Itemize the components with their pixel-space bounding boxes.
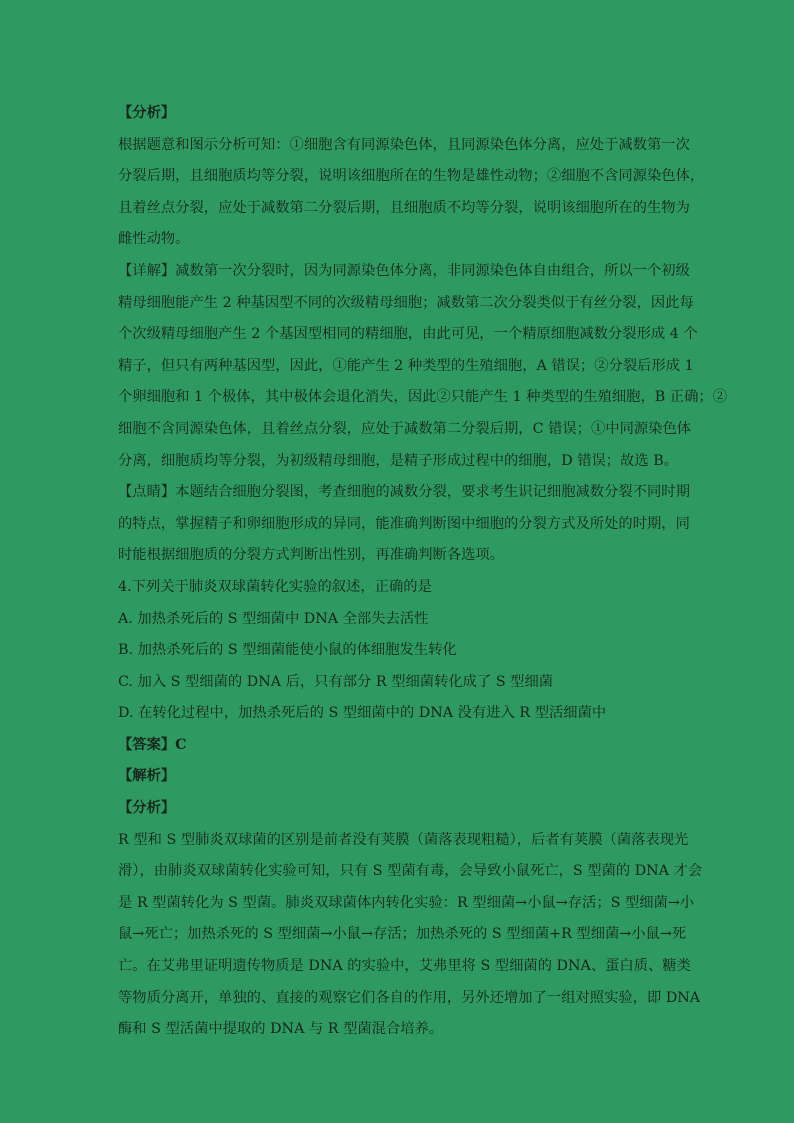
- text-line: 的特点，掌握精子和卵细胞形成的异同，能准确判断图中细胞的分裂方式及所处的时期，同: [118, 515, 690, 532]
- section-heading: 【分析】: [118, 105, 176, 121]
- section-heading: 【答案】C: [118, 736, 187, 753]
- section-heading: 【分析】: [118, 800, 176, 817]
- text-line: D. 在转化过程中，加热杀死后的 S 型细菌中的 DNA 没有进入 R 型活细菌中: [118, 705, 607, 722]
- document-body: [118, 100, 727, 1048]
- text-line: 亡。在艾弗里证明遗传物质是 DNA 的实验中，艾弗里将 S 型细菌的 DNA、蛋白质、糖类: [118, 958, 691, 975]
- text-line: 滑），由肺炎双球菌转化实验可知，只有 S 型菌有毒，会导致小鼠死亡，S 型菌的 DNA 才会: [118, 863, 703, 880]
- text-line: 鼠→死亡；加热杀死的 S 型细菌→小鼠→存活；加热杀死的 S 型细菌+R 型细菌→小鼠→死: [118, 926, 687, 943]
- text-line: 个次级精母细胞产生 2 个基因型相同的精细胞，由此可见，一个精原细胞减数分裂形成 4 个: [118, 326, 698, 343]
- text-line: 酶和 S 型活菌中提取的 DNA 与 R 型菌混合培养。: [118, 1021, 444, 1038]
- text-line: C. 加入 S 型细菌的 DNA 后，只有部分 R 型细菌转化成了 S 型细菌: [118, 673, 554, 690]
- text-line: R 型和 S 型肺炎双球菌的区别是前者没有荚膜（菌落表现粗糙），后者有荚膜（菌落表现光: [118, 831, 689, 848]
- text-line: 是 R 型菌转化为 S 型菌。肺炎双球菌体内转化实验：R 型细菌→小鼠→存活；S 型细菌→小: [118, 894, 695, 911]
- text-line: 个卵细胞和 1 个极体，其中极体会退化消失，因此②只能产生 1 种类型的生殖细胞，B 正确；②: [118, 389, 727, 406]
- text-line: 分裂后期，且细胞质均等分裂，说明该细胞所在的生物是雄性动物；②细胞不含同源染色体，: [118, 168, 705, 185]
- text-line: 4.下列关于肺炎双球菌转化实验的叙述，正确的是: [118, 578, 432, 595]
- section-heading: 【解析】: [118, 768, 176, 785]
- text-line: 精子，但只有两种基因型，因此，①能产生 2 种类型的生殖细胞，A 错误；②分裂后形成 1: [118, 357, 694, 374]
- text-line: B. 加热杀死后的 S 型细菌能使小鼠的体细胞发生转化: [118, 642, 457, 659]
- text-line: 【详解】减数第一次分裂时，因为同源染色体分离，非同源染色体自由组合，所以一个初级: [118, 262, 690, 279]
- text-line: 精母细胞能产生 2 种基因型不同的次级精母细胞；减数第二次分裂类似于有丝分裂，因此每: [118, 294, 694, 311]
- text-line: 【点睛】本题结合细胞分裂图，考查细胞的减数分裂，要求考生识记细胞减数分裂不同时期: [118, 484, 690, 501]
- text-line: A. 加热杀死后的 S 型细菌中 DNA 全部失去活性: [118, 610, 429, 627]
- text-line: 分离，细胞质均等分裂，为初级精母细胞，是精子形成过程中的细胞，D 错误；故选 B。: [118, 452, 679, 469]
- text-line: 且着丝点分裂，应处于减数第二分裂后期，且细胞质不均等分裂，说明该细胞所在的生物为: [118, 199, 690, 216]
- text-line: 细胞不含同源染色体，且着丝点分裂，应处于减数第二分裂后期，C 错误；①中同源染色体: [118, 420, 692, 437]
- text-line: 根据题意和图示分析可知：①细胞含有同源染色体，且同源染色体分离，应处于减数第一次: [118, 136, 690, 153]
- text-line: 等物质分离开，单独的、直接的观察它们各自的作用，另外还增加了一组对照实验，即 DNA: [118, 989, 701, 1006]
- text-line: 雌性动物。: [118, 231, 190, 248]
- text-line: 时能根据细胞质的分裂方式判断出性别，再准确判断各选项。: [118, 547, 505, 564]
